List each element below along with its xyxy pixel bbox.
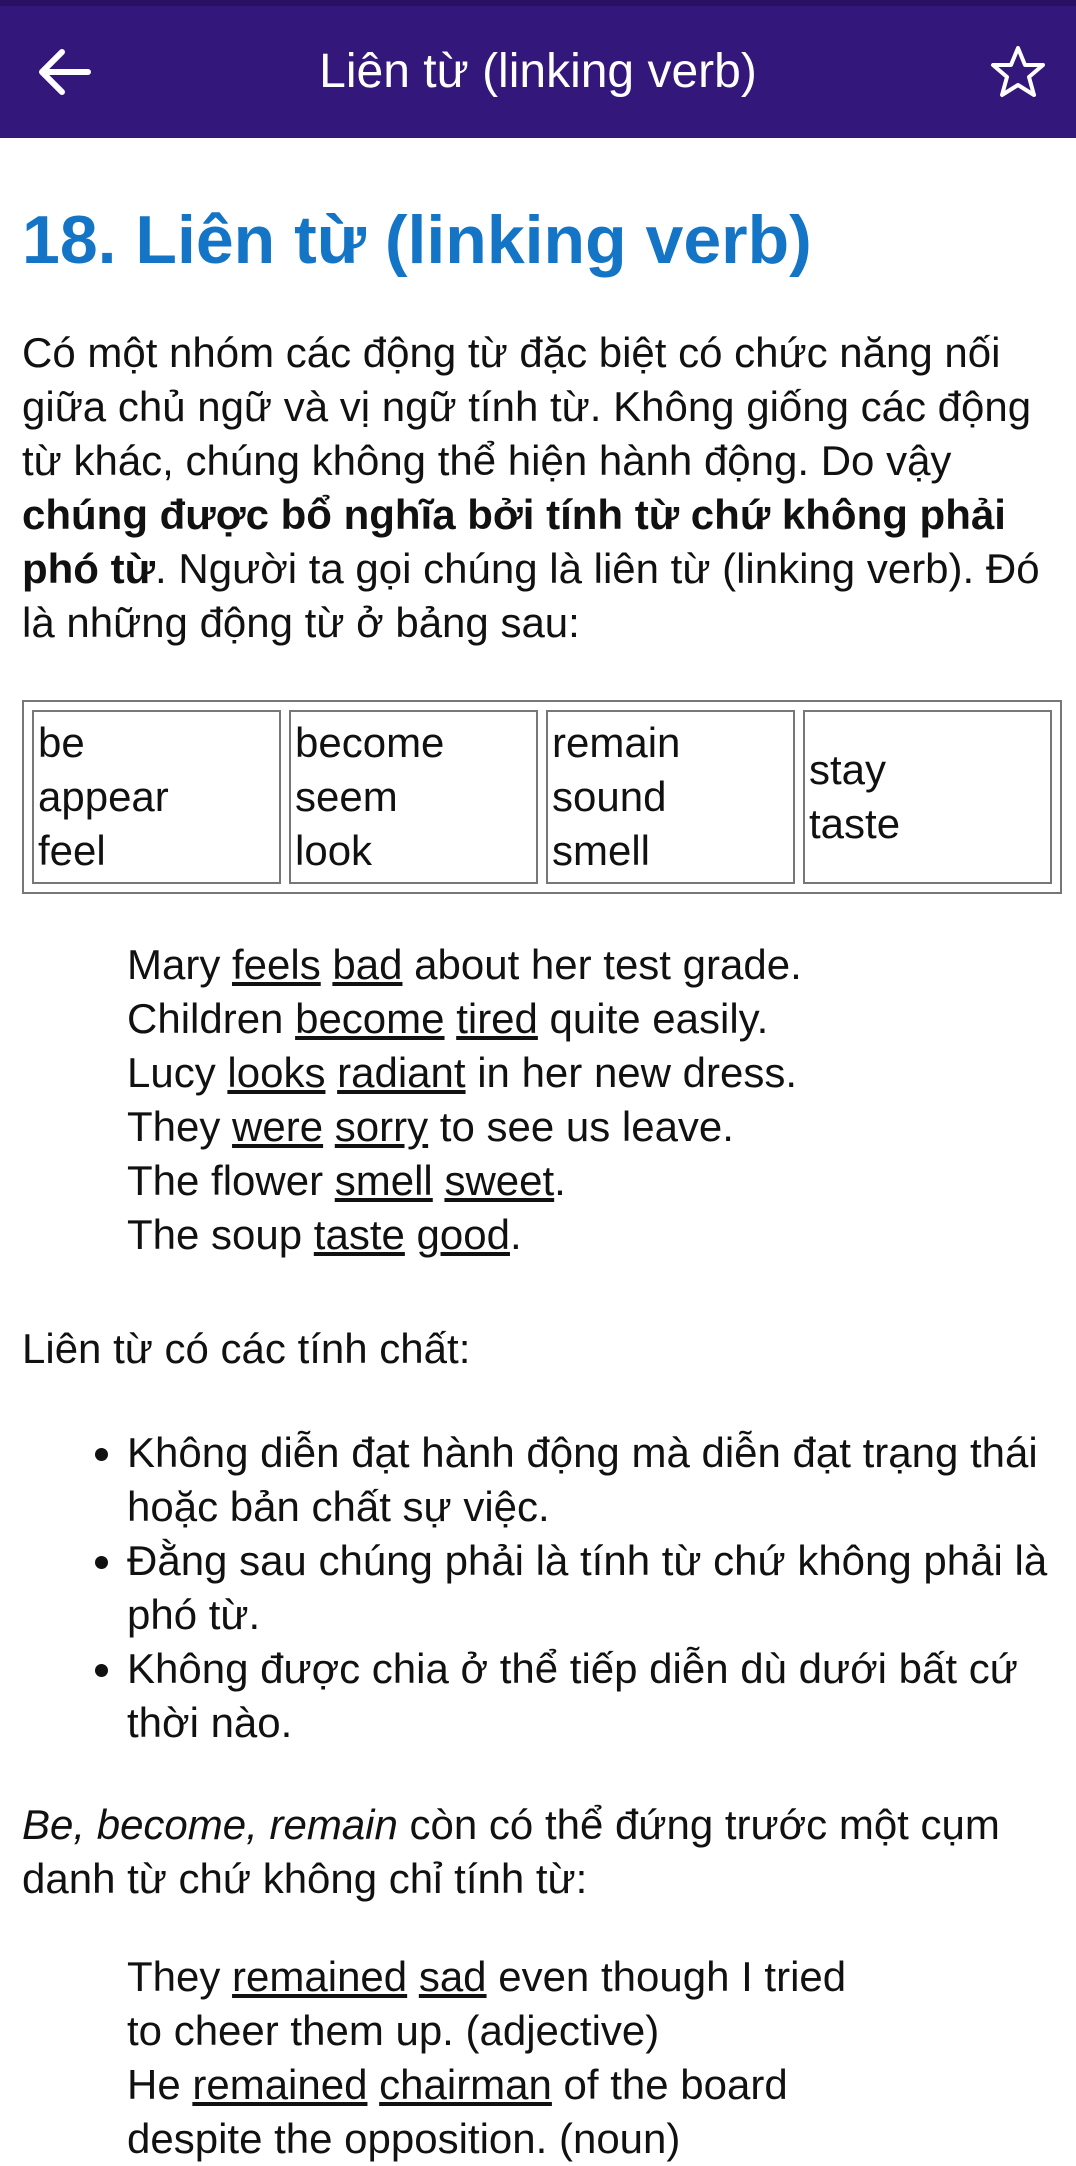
example-text: Children bbox=[127, 995, 296, 1042]
example-sentence bbox=[127, 938, 1054, 992]
example-verb: remained bbox=[232, 1953, 408, 2000]
example-verb: looks bbox=[227, 1049, 326, 1096]
intro-text-2: . Người ta gọi chúng là liên từ (linking verb). Đó là những động từ ở bảng sau: bbox=[22, 545, 1040, 646]
example-sentence bbox=[127, 1154, 1054, 1208]
example-text: in her new dress. bbox=[465, 1049, 798, 1096]
example-text: . bbox=[554, 1157, 566, 1204]
app-bar-title: Liên từ (linking verb) bbox=[319, 45, 757, 98]
space bbox=[321, 941, 333, 988]
example-text: Mary bbox=[127, 941, 232, 988]
example-text: Lucy bbox=[127, 1049, 228, 1096]
example-sentence bbox=[127, 1208, 1054, 1262]
list-item: • Không diễn đạt hành động mà diễn đạt trạng thái hoặc bản chất sự việc. bbox=[127, 1426, 1054, 1534]
verb: seem bbox=[295, 773, 398, 820]
verb: sound bbox=[552, 773, 667, 820]
example-sentence bbox=[127, 1046, 1054, 1100]
space bbox=[325, 1049, 337, 1096]
example-verb: taste bbox=[313, 1211, 405, 1258]
example-verb: remained bbox=[192, 2061, 368, 2108]
star-outline-icon[interactable] bbox=[990, 44, 1046, 100]
example-sentences bbox=[127, 938, 1054, 1262]
example-text: They bbox=[127, 1953, 233, 2000]
example-complement: sad bbox=[418, 1953, 487, 2000]
space bbox=[407, 1953, 419, 2000]
intro-bold: chúng được bổ nghĩa bởi tính từ chứ không phải phó từ bbox=[22, 491, 1006, 592]
example-text: They bbox=[127, 1103, 233, 1150]
properties-list bbox=[22, 1426, 1054, 1750]
verb: look bbox=[295, 827, 373, 874]
example-text: quite easily. bbox=[537, 995, 769, 1042]
verb: stay bbox=[809, 746, 887, 793]
example-sentence bbox=[127, 1100, 1054, 1154]
verb-cell bbox=[32, 710, 281, 884]
example-sentence bbox=[127, 992, 1054, 1046]
example-text: about her test grade. bbox=[402, 941, 802, 988]
example-adjective: tired bbox=[456, 995, 538, 1042]
example-verb: were bbox=[232, 1103, 324, 1150]
example-verb: feels bbox=[232, 941, 321, 988]
space bbox=[323, 1103, 335, 1150]
verb: appear bbox=[38, 773, 169, 820]
noun-phrase-examples bbox=[127, 1950, 1054, 2166]
verb-cell bbox=[546, 710, 795, 884]
space bbox=[367, 2061, 379, 2108]
example-text: even though I tried bbox=[486, 1953, 847, 2000]
verb: smell bbox=[552, 827, 651, 874]
verb: be bbox=[38, 719, 85, 766]
example-adjective: good bbox=[416, 1211, 510, 1258]
example-adjective: bad bbox=[332, 941, 403, 988]
space bbox=[445, 995, 457, 1042]
verb-cell bbox=[289, 710, 538, 884]
verb-cell bbox=[803, 710, 1052, 884]
app-bar bbox=[0, 0, 1076, 138]
example-text: of the board bbox=[551, 2061, 788, 2108]
list-item: • Không được chia ở thể tiếp diễn dù dưới bất cứ thời nào. bbox=[127, 1642, 1054, 1750]
space bbox=[405, 1211, 417, 1258]
example-sentence: despite the opposition. (noun) bbox=[127, 2115, 681, 2162]
intro-paragraph bbox=[22, 326, 1054, 650]
example-text: He bbox=[127, 2061, 193, 2108]
example-text: to see us leave. bbox=[428, 1103, 734, 1150]
intro-text-1: Có một nhóm các động từ đặc biệt có chức năng nối giữa chủ ngữ và vị ngữ tính từ. Không giống các động từ khác, chúng không thể hiện hành động. Do vậy bbox=[22, 329, 1032, 484]
example-adjective: radiant bbox=[337, 1049, 466, 1096]
example-adjective: sweet bbox=[444, 1157, 555, 1204]
properties-lead: Liên từ có các tính chất: bbox=[22, 1325, 471, 1372]
verb: become bbox=[295, 719, 445, 766]
example-sentence bbox=[127, 2058, 1054, 2112]
example-sentence bbox=[127, 1950, 1054, 2004]
be-note bbox=[22, 1798, 1054, 1906]
example-complement: chairman bbox=[379, 2061, 552, 2108]
verb: feel bbox=[38, 827, 106, 874]
example-text: . bbox=[509, 1211, 522, 1258]
linking-verb-table bbox=[22, 700, 1062, 894]
example-sentence: to cheer them up. (adjective) bbox=[127, 2007, 660, 2054]
example-text: The flower bbox=[127, 1157, 335, 1204]
be-note-italic: Be, become, remain bbox=[22, 1801, 398, 1848]
space bbox=[433, 1157, 445, 1204]
example-verb: smell bbox=[334, 1157, 433, 1204]
verb: taste bbox=[809, 800, 901, 847]
page-title: 18. Liên từ (linking verb) bbox=[22, 202, 812, 278]
article-content bbox=[0, 200, 1076, 2166]
example-adjective: sorry bbox=[334, 1103, 429, 1150]
be-note-text: còn có thể đứng trước một cụm danh từ chứ không chỉ tính từ: bbox=[22, 1801, 1000, 1902]
list-item: • Đằng sau chúng phải là tính từ chứ không phải là phó từ. bbox=[127, 1534, 1054, 1642]
example-text: The soup bbox=[127, 1211, 314, 1258]
example-verb: become bbox=[295, 995, 445, 1042]
verb: remain bbox=[552, 719, 681, 766]
